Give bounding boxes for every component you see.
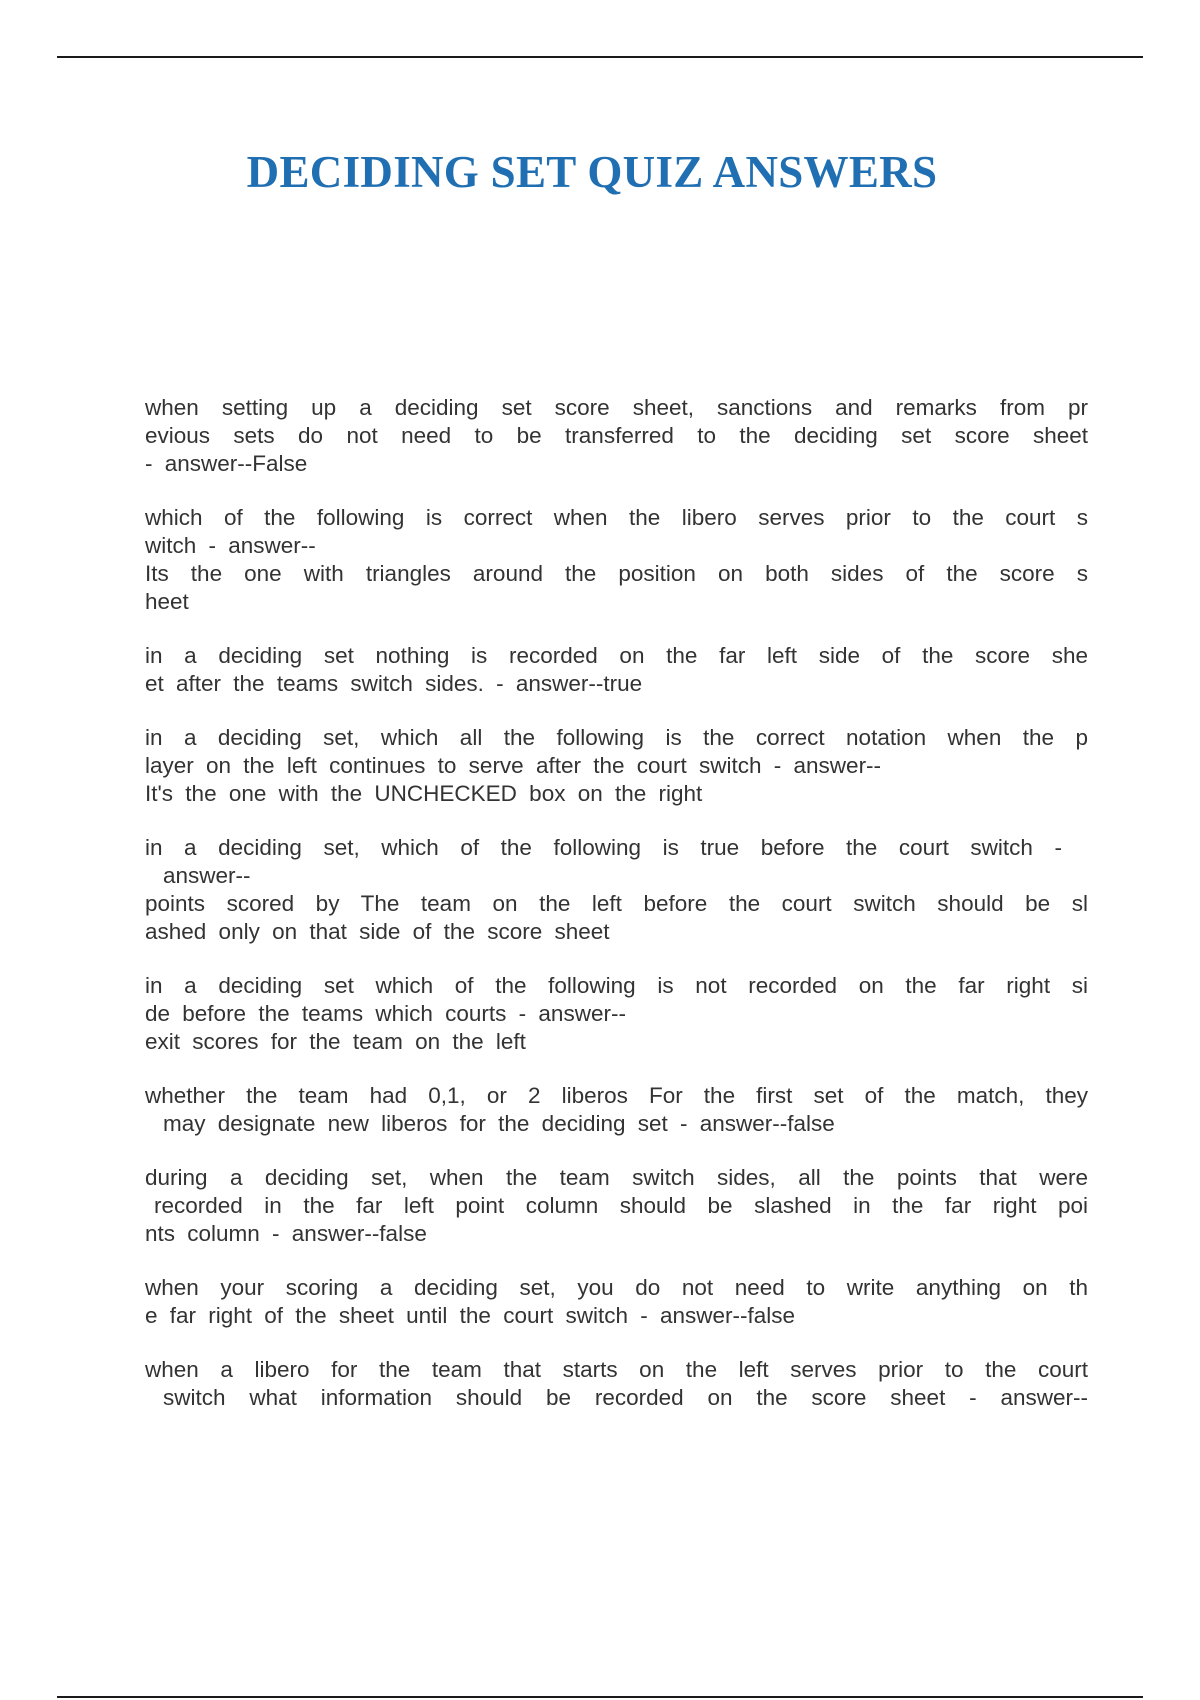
- qa-line: answer--: [163, 863, 251, 888]
- qa-list: [145, 394, 1088, 1438]
- qa-line: when a libero for the team that starts on the left serves prior to the court: [145, 1357, 1088, 1382]
- qa-item: [145, 972, 1088, 1056]
- qa-item: [145, 1164, 1088, 1248]
- qa-line: exit scores for the team on the left: [145, 1029, 526, 1054]
- qa-line: layer on the left continues to serve after the court switch - answer--: [145, 753, 882, 778]
- qa-item: [145, 1274, 1088, 1330]
- qa-line: Its the one with triangles around the position on both sides of the score s: [145, 561, 1088, 586]
- qa-line: It's the one with the UNCHECKED box on the right: [145, 781, 703, 806]
- qa-line: evious sets do not need to be transferred to the deciding set score sheet: [145, 423, 1088, 448]
- qa-item: [145, 834, 1088, 946]
- qa-line: et after the teams switch sides. - answer--true: [145, 671, 643, 696]
- qa-line: switch what information should be recorded on the score sheet - answer--: [163, 1385, 1088, 1410]
- qa-line: e far right of the sheet until the court switch - answer--false: [145, 1303, 796, 1328]
- qa-line: in a deciding set nothing is recorded on the far left side of the score she: [145, 643, 1088, 668]
- page-title: DECIDING SET QUIZ ANSWERS: [246, 147, 938, 197]
- qa-item: [145, 642, 1088, 698]
- qa-line: de before the teams which courts - answer--: [145, 1001, 626, 1026]
- qa-line: which of the following is correct when the libero serves prior to the court s: [145, 505, 1088, 530]
- qa-item: [145, 1082, 1088, 1138]
- qa-line: may designate new liberos for the deciding set - answer--false: [163, 1111, 835, 1136]
- qa-line: whether the team had 0,1, or 2 liberos For the first set of the match, they: [145, 1083, 1088, 1108]
- bottom-rule: [57, 1696, 1143, 1698]
- qa-line: when your scoring a deciding set, you do not need to write anything on th: [145, 1275, 1088, 1300]
- qa-line: recorded in the far left point column should be slashed in the far right poi: [154, 1193, 1088, 1218]
- qa-line: in a deciding set, which of the following is true before the court switch -: [145, 835, 1062, 860]
- qa-line: when setting up a deciding set score sheet, sanctions and remarks from pr: [145, 395, 1088, 420]
- qa-item: [145, 724, 1088, 808]
- qa-line: ashed only on that side of the score sheet: [145, 919, 610, 944]
- qa-line: nts column - answer--false: [145, 1221, 427, 1246]
- top-rule: [57, 56, 1143, 58]
- qa-line: points scored by The team on the left before the court switch should be sl: [145, 891, 1088, 916]
- qa-line: heet: [145, 589, 189, 614]
- qa-item: [145, 1356, 1088, 1412]
- qa-line: in a deciding set, which all the following is the correct notation when the p: [145, 725, 1088, 750]
- qa-line: witch - answer--: [145, 533, 316, 558]
- qa-line: during a deciding set, when the team switch sides, all the points that were: [145, 1165, 1088, 1190]
- qa-item: [145, 394, 1088, 478]
- qa-line: in a deciding set which of the following is not recorded on the far right si: [145, 973, 1088, 998]
- qa-item: [145, 504, 1088, 616]
- qa-line: - answer--False: [145, 451, 308, 476]
